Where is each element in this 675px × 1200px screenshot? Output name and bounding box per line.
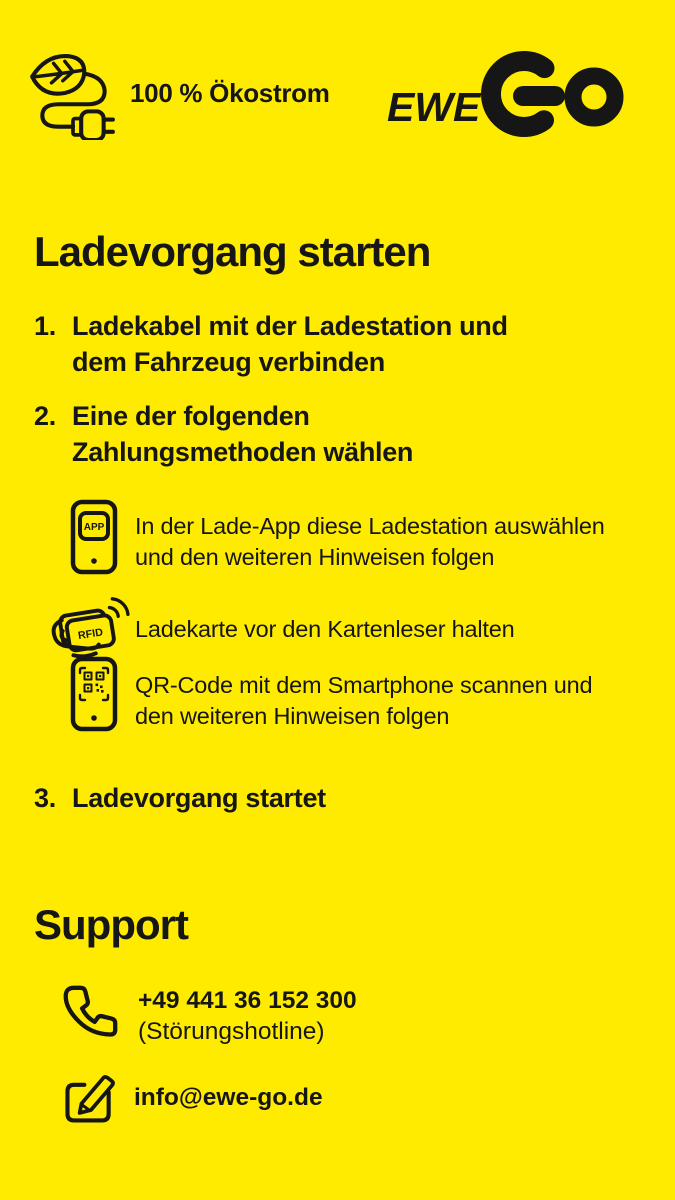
step-3-line-1: Ladevorgang startet xyxy=(72,783,326,813)
step-1-number: 1. xyxy=(34,311,56,341)
app-phone-icon xyxy=(58,499,130,575)
step-3-number: 3. xyxy=(34,783,56,813)
step-1-line-2: dem Fahrzeug verbinden xyxy=(72,347,385,377)
support-phone-number: +49 441 36 152 300 xyxy=(138,987,357,1014)
support-phone-note: (Störungshotline) xyxy=(138,1018,325,1045)
payment-qr-line-2: den weiteren Hinweisen folgen xyxy=(135,703,450,729)
qr-code-phone-icon xyxy=(58,656,130,732)
logo-go-mark xyxy=(491,61,615,127)
payment-app-line-1: In der Lade-App diese Ladestation auswählen xyxy=(135,513,605,539)
step-2-line-1: Eine der folgenden xyxy=(72,401,310,431)
rfid-card-icon xyxy=(48,592,130,666)
logo-ewe-text: EWE xyxy=(387,84,481,130)
payment-method-app xyxy=(58,499,605,575)
step-2-line-2: Zahlungsmethoden wählen xyxy=(72,437,414,467)
step-1 xyxy=(34,308,508,380)
eco-power-label: 100 % Ökostrom xyxy=(130,77,330,108)
step-2 xyxy=(34,398,413,470)
step-3 xyxy=(34,780,326,816)
compose-email-icon xyxy=(60,1066,118,1128)
support-phone-row xyxy=(62,982,357,1047)
payment-app-line-2: und den weiteren Hinweisen folgen xyxy=(135,544,495,570)
payment-rfid-line-1: Ladekarte vor den Kartenleser halten xyxy=(135,616,515,642)
ewe-go-logo xyxy=(387,48,645,145)
step-1-line-1: Ladekabel mit der Ladestation und xyxy=(72,311,508,341)
app-badge-text: APP xyxy=(83,522,105,533)
support-email-row xyxy=(60,1066,323,1128)
payment-method-rfid xyxy=(48,592,515,666)
step-2-number: 2. xyxy=(34,401,56,431)
page-title: Ladevorgang starten xyxy=(34,228,431,275)
rfid-badge-text: RFID xyxy=(77,626,104,643)
payment-method-qr xyxy=(58,656,592,732)
support-title: Support xyxy=(34,901,188,948)
eco-power-badge xyxy=(26,46,330,140)
leaf-plug-icon xyxy=(26,46,120,140)
payment-qr-line-1: QR-Code mit dem Smartphone scannen und xyxy=(135,672,593,698)
support-email: info@ewe-go.de xyxy=(134,1083,323,1111)
phone-icon xyxy=(62,982,118,1047)
